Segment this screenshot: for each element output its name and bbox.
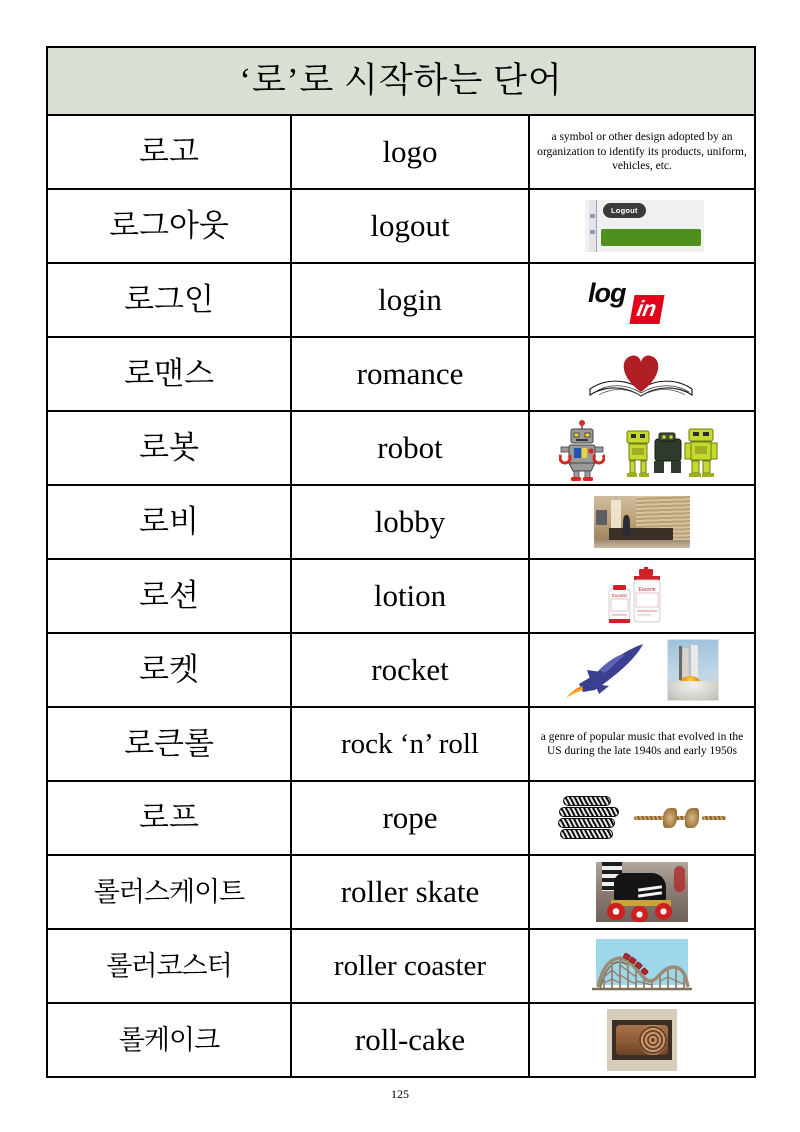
rope-coil-strand — [558, 818, 615, 828]
table-row — [47, 1003, 755, 1077]
english-word: roller coaster — [291, 929, 529, 1003]
visual-cell — [529, 485, 755, 559]
table-row — [47, 929, 755, 1003]
english-word: logout — [291, 189, 529, 263]
logout-button-graphic: Logout — [603, 203, 646, 218]
visual-cell — [529, 855, 755, 929]
rocket-body-decoration — [689, 645, 698, 679]
rail-tick-icon — [590, 230, 595, 234]
korean-word: 롤케이크 — [47, 1003, 291, 1077]
skate-wheel-decoration — [655, 903, 672, 920]
table-row — [47, 781, 755, 855]
login-logo — [530, 265, 754, 335]
light-column-decoration — [611, 500, 621, 530]
table-row — [47, 337, 755, 411]
korean-word: 롤러코스터 — [47, 929, 291, 1003]
english-word: rope — [291, 781, 529, 855]
visual-cell — [529, 707, 755, 781]
login-logo-image — [586, 276, 698, 324]
login-logo-text-log: log — [588, 278, 626, 308]
table-row — [47, 707, 755, 781]
visual-cell — [529, 559, 755, 633]
background-blur-decoration — [674, 866, 685, 892]
visual-cell — [529, 781, 755, 855]
page-title: ‘로’로 시작하는 단어 — [47, 47, 755, 115]
coaster-structure-icon — [590, 937, 694, 995]
table-row — [47, 559, 755, 633]
korean-word: 로프 — [47, 781, 291, 855]
visual-cell — [529, 189, 755, 263]
english-word: roller skate — [291, 855, 529, 929]
reception-desk-decoration — [609, 528, 672, 539]
launch-smoke-decoration — [668, 681, 718, 700]
rope-coil-strand — [560, 829, 612, 839]
tray-decoration — [612, 1020, 672, 1060]
rail-tick-icon — [590, 214, 595, 218]
login-logo-text-in: in — [634, 296, 658, 321]
english-word: robot — [291, 411, 529, 485]
definition-text: a symbol or other design adopted by an organization to identify its products, uniform, vehicles, etc. — [537, 131, 747, 173]
visual-cell — [529, 411, 755, 485]
korean-word: 롤러스케이트 — [47, 855, 291, 929]
roller-skate-photo-image — [596, 862, 688, 922]
english-word: rocket — [291, 633, 529, 707]
rocket-images — [530, 635, 754, 705]
roll-cake-photo-image — [607, 1009, 677, 1071]
table-row — [47, 263, 755, 337]
visual-cell — [529, 115, 755, 189]
visual-cell — [529, 1003, 755, 1077]
page-number: 125 — [391, 1087, 409, 1101]
table-row — [47, 485, 755, 559]
login-logo-red-box — [629, 295, 664, 324]
english-word: logo — [291, 115, 529, 189]
rocket-illustration-icon — [565, 642, 645, 698]
definition-text: a genre of popular music that evolved in the US during the late 1940s and early 1950s — [540, 730, 744, 757]
korean-word: 로켓 — [47, 633, 291, 707]
korean-word: 로봇 — [47, 411, 291, 485]
korean-word: 로맨스 — [47, 337, 291, 411]
floor-decoration — [594, 540, 690, 548]
rope-coil-strand — [563, 796, 611, 806]
table-row — [47, 411, 755, 485]
vocabulary-table — [46, 46, 756, 1078]
svg-text:Eucerin: Eucerin — [612, 593, 627, 598]
roller-coaster-image — [590, 937, 694, 995]
visual-cell — [529, 929, 755, 1003]
roller-coaster-illustration — [530, 931, 754, 1001]
knotted-rope-photo — [634, 805, 726, 831]
rocket-stage-decoration — [683, 648, 688, 678]
rocket-launch-photo — [667, 639, 719, 701]
table-row — [47, 855, 755, 929]
table-row — [47, 115, 755, 189]
cake-swirl-decoration — [639, 1025, 667, 1055]
english-word: rock ‘n’ roll — [291, 707, 529, 781]
table-title-row — [47, 47, 755, 115]
rope-strand — [634, 816, 665, 820]
heart-over-open-book-icon — [586, 345, 698, 403]
green-robots-photo-icon — [621, 423, 725, 483]
romance-illustration — [530, 339, 754, 409]
rope-coil-strand — [559, 807, 619, 817]
rope-fray-decoration — [685, 808, 699, 828]
toy-robot-icon — [559, 419, 605, 483]
korean-word: 로큰롤 — [47, 707, 291, 781]
visual-cell — [529, 337, 755, 411]
korean-word: 로션 — [47, 559, 291, 633]
rope-images — [530, 783, 754, 853]
visual-cell — [529, 633, 755, 707]
roller-skate-photo — [530, 857, 754, 927]
logout-screenshot-image — [580, 200, 704, 252]
robot-images — [530, 413, 754, 483]
skate-wheel-decoration — [607, 903, 624, 920]
person-silhouette — [623, 515, 630, 536]
table-row — [47, 189, 755, 263]
window-decoration — [596, 510, 608, 526]
english-word: romance — [291, 337, 529, 411]
lotion-photo — [530, 561, 754, 631]
table-row — [47, 633, 755, 707]
korean-word: 로그인 — [47, 263, 291, 337]
english-word: login — [291, 263, 529, 337]
green-bar-graphic — [601, 229, 701, 246]
roll-cake-photo — [530, 1005, 754, 1075]
logout-screenshot — [530, 191, 754, 261]
launch-tower-decoration — [679, 646, 682, 680]
coiled-rope-icon — [558, 795, 620, 841]
korean-word: 로비 — [47, 485, 291, 559]
lotion-bottles-icon — [603, 565, 681, 627]
lobby-photo — [530, 487, 754, 557]
korean-word: 로고 — [47, 115, 291, 189]
svg-text:Eucerin: Eucerin — [638, 587, 656, 593]
english-word: roll-cake — [291, 1003, 529, 1077]
scrollbar-decoration — [589, 200, 597, 252]
hotel-lobby-photo-image — [594, 496, 690, 548]
rope-fray-decoration — [663, 808, 677, 828]
english-word: lotion — [291, 559, 529, 633]
korean-word: 로그아웃 — [47, 189, 291, 263]
visual-cell — [529, 263, 755, 337]
cake-decoration — [616, 1025, 668, 1055]
english-word: lobby — [291, 485, 529, 559]
skate-wheel-decoration — [631, 906, 648, 922]
rope-strand — [702, 816, 726, 820]
